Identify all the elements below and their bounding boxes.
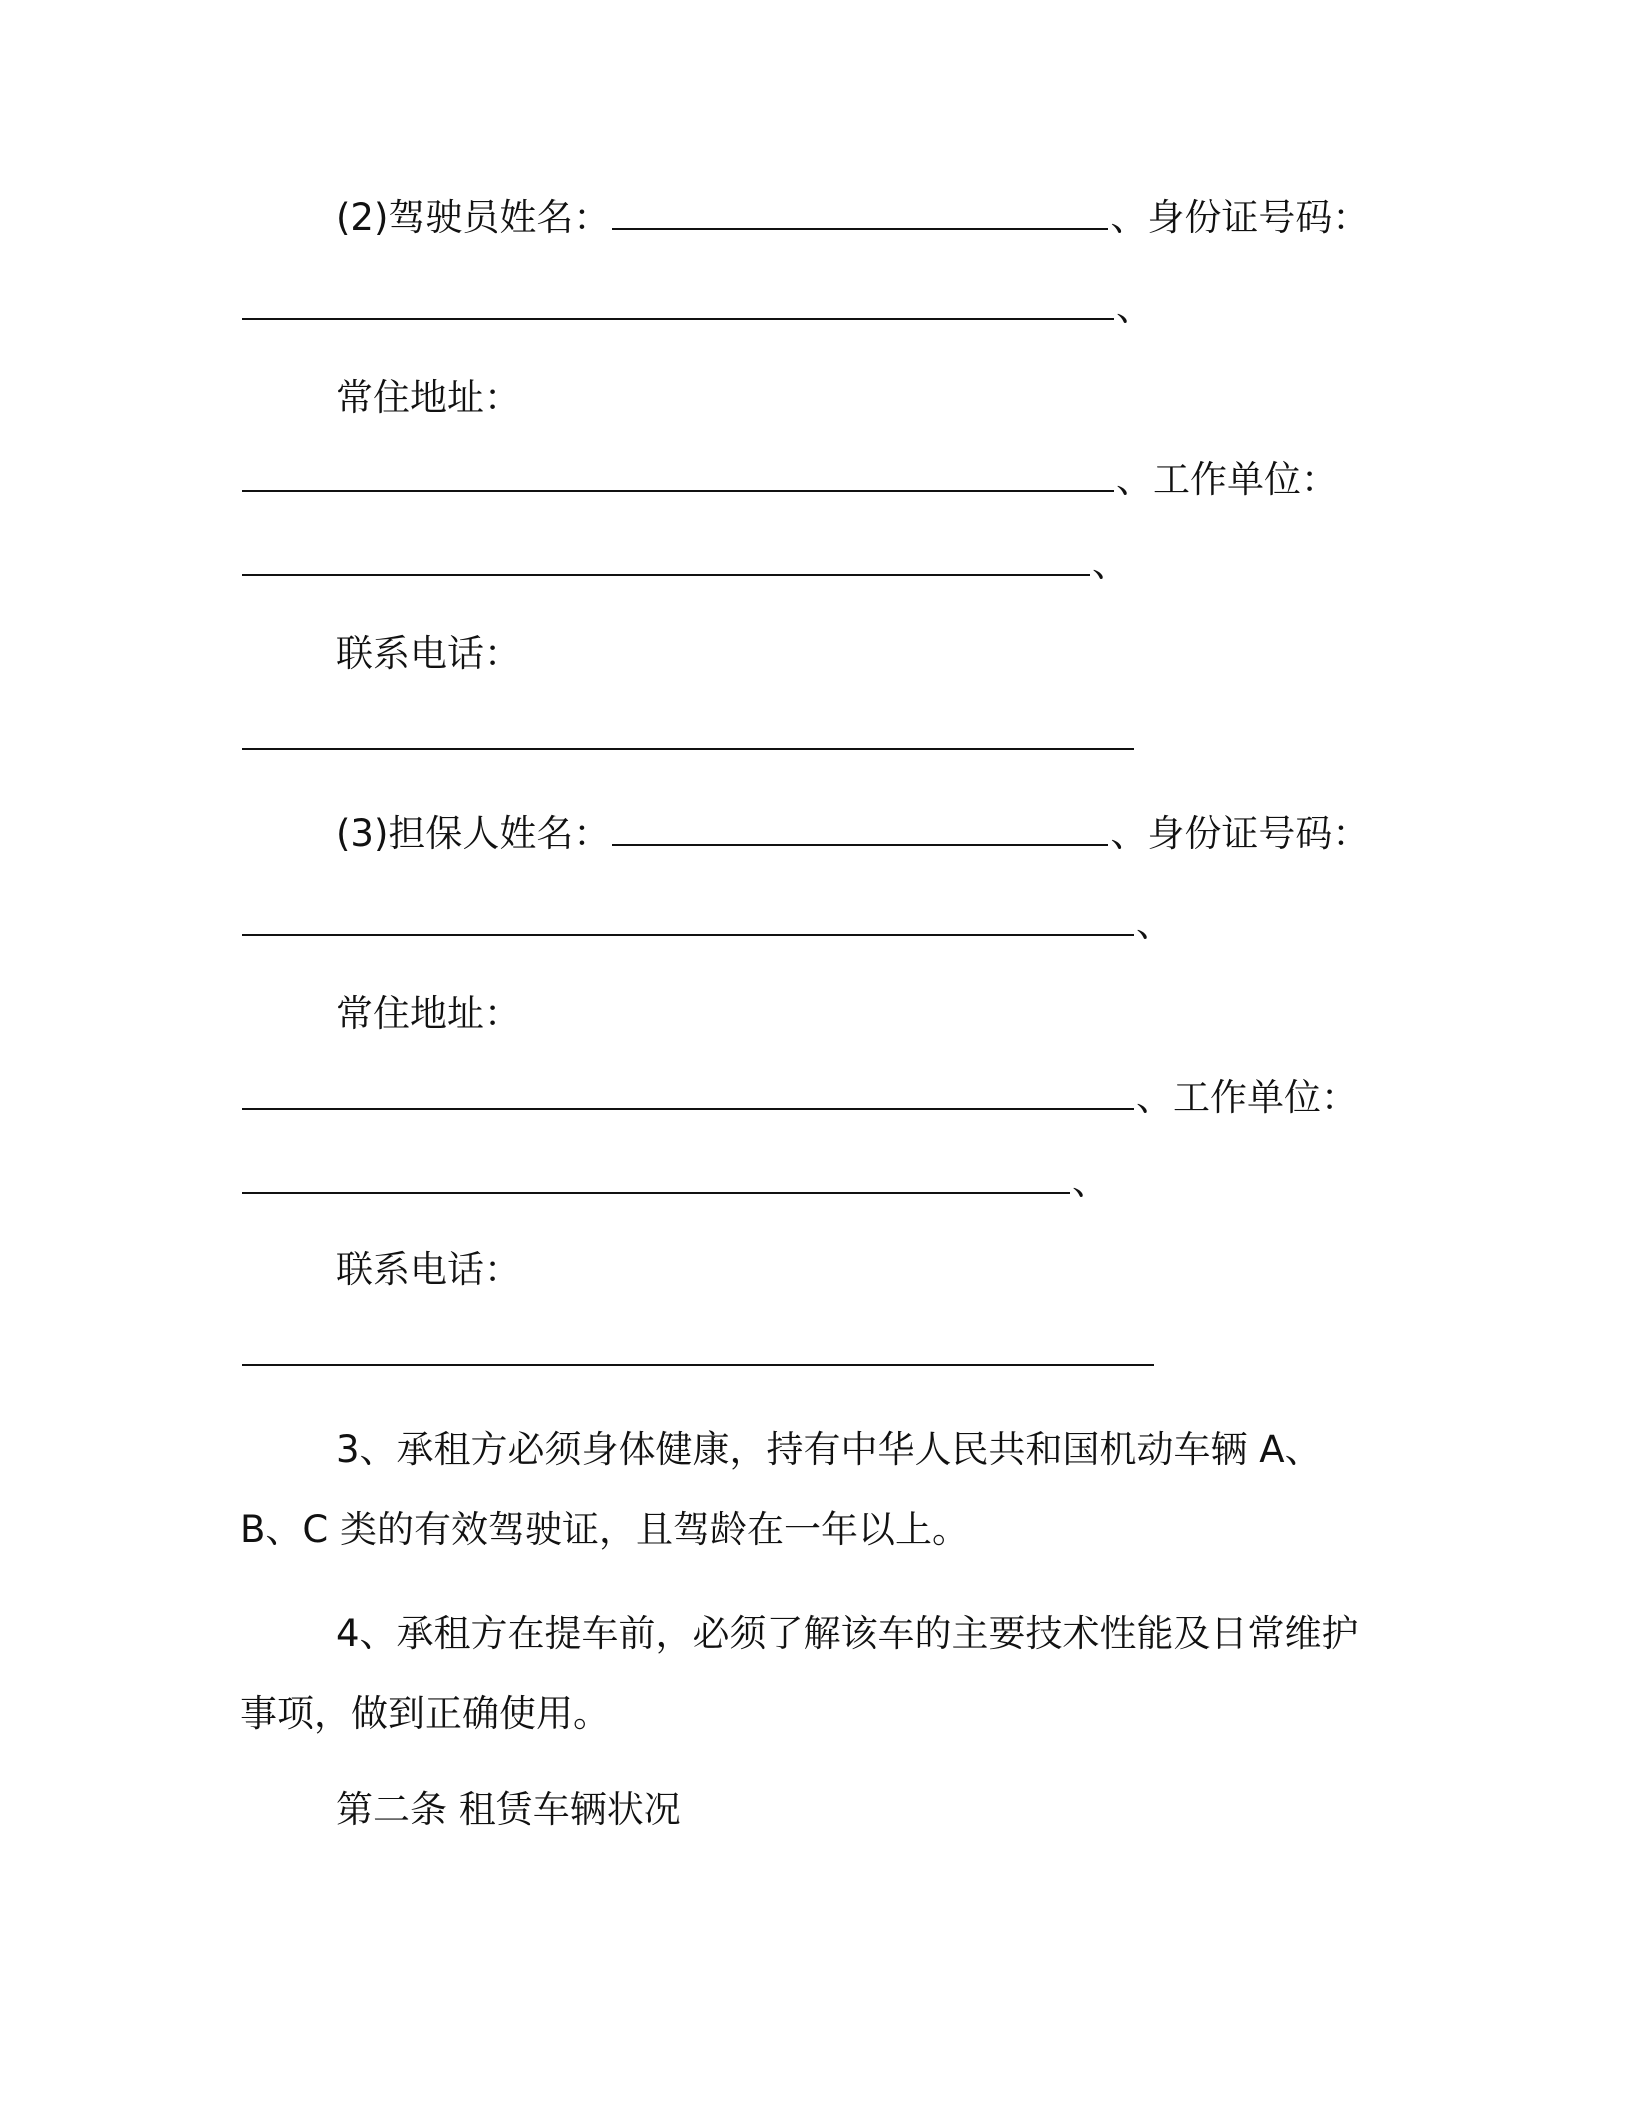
driver-address-blank[interactable] <box>242 460 1114 492</box>
guarantor-phone-blank[interactable] <box>242 1334 1154 1366</box>
guarantor-address-label: 常住地址： <box>336 992 521 1035</box>
guarantor-work-sep: 、 <box>1072 1160 1109 1203</box>
article-2-heading: 第二条 租赁车辆状况 <box>336 1788 681 1831</box>
driver-phone-blank-line <box>240 714 1136 762</box>
guarantor-work-line <box>240 1158 1109 1206</box>
driver-name-line <box>336 194 1369 242</box>
driver-work-blank[interactable] <box>242 544 1090 576</box>
guarantor-address-blank[interactable] <box>242 1078 1134 1110</box>
guarantor-phone-blank-line <box>240 1330 1156 1378</box>
driver-address-label: 常住地址： <box>336 376 521 419</box>
driver-id-blank[interactable] <box>242 288 1114 320</box>
driver-address-line <box>336 374 521 422</box>
guarantor-id-blank[interactable] <box>242 904 1134 936</box>
driver-phone-blank[interactable] <box>242 718 1134 750</box>
guarantor-phone-label: 联系电话： <box>336 1248 521 1291</box>
guarantor-name-line <box>336 810 1369 858</box>
guarantor-name-label: (3)担保人姓名： <box>336 812 611 855</box>
clause-4: 4、承租方在提车前，必须了解该车的主要技术性能及日常维护事项，做到正确使用。 <box>240 1612 1359 1735</box>
guarantor-phone-line <box>336 1246 521 1294</box>
driver-id-line <box>240 284 1153 332</box>
guarantor-id-sep: 、 <box>1136 902 1173 945</box>
guarantor-id-line <box>240 900 1173 948</box>
driver-id-label: 、身份证号码： <box>1110 196 1370 239</box>
driver-phone-label: 联系电话： <box>336 632 521 675</box>
guarantor-work-label: 、工作单位： <box>1136 1076 1358 1119</box>
guarantor-address-line <box>336 990 521 1038</box>
driver-name-label: (2)驾驶员姓名： <box>336 196 611 239</box>
driver-id-sep: 、 <box>1116 286 1153 329</box>
guarantor-id-label: 、身份证号码： <box>1110 812 1370 855</box>
driver-work-line <box>240 540 1129 588</box>
driver-work-label: 、工作单位： <box>1116 458 1338 501</box>
driver-name-blank[interactable] <box>612 198 1108 230</box>
driver-phone-line <box>336 630 521 678</box>
guarantor-name-blank[interactable] <box>612 814 1108 846</box>
clause-3: 3、承租方必须身体健康，持有中华人民共和国机动车辆 A、B、C 类的有效驾驶证，且驾龄在一年以上。 <box>240 1428 1322 1551</box>
guarantor-address-work-line <box>240 1074 1358 1122</box>
driver-work-sep: 、 <box>1092 542 1129 585</box>
guarantor-work-blank[interactable] <box>242 1162 1070 1194</box>
driver-address-work-line <box>240 456 1338 504</box>
